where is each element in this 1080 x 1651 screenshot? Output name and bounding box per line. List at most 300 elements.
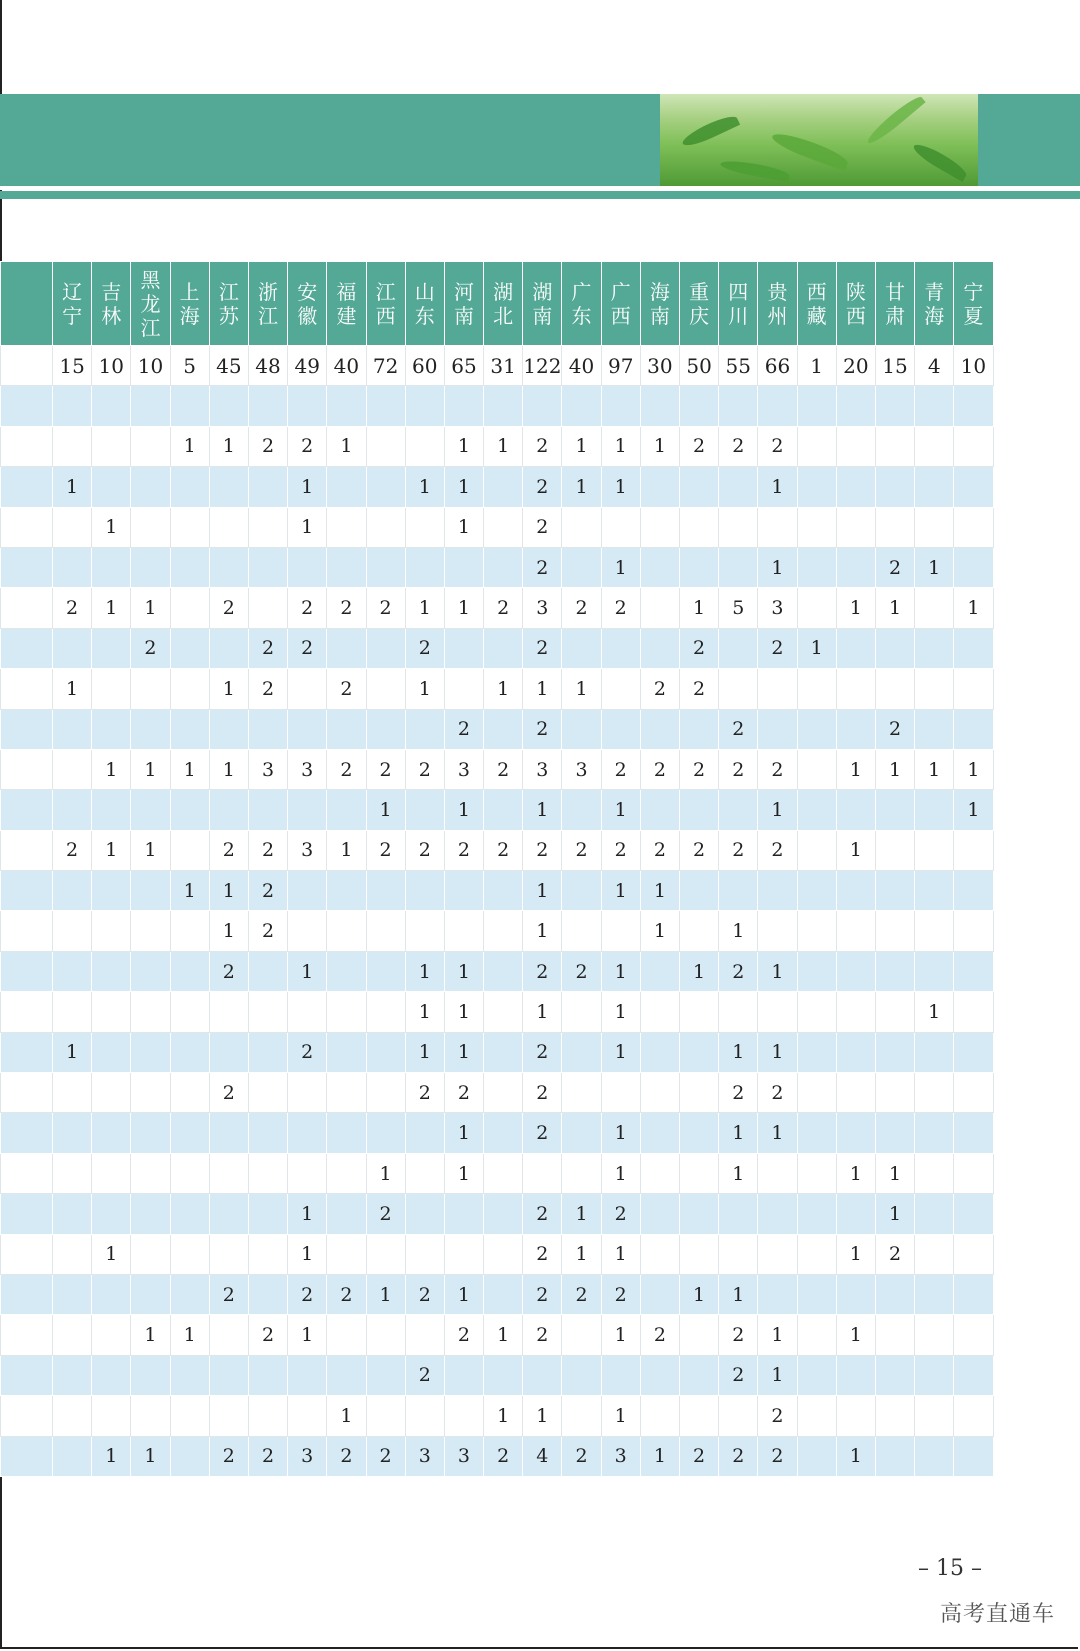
count-cell: 1 [680, 588, 719, 628]
count-cell [366, 992, 405, 1032]
count-cell: 2 [601, 1274, 640, 1314]
count-cell [954, 426, 993, 466]
count-cell [209, 1032, 248, 1072]
count-cell [327, 628, 366, 668]
count-cell [640, 467, 679, 507]
count-cell [954, 1274, 993, 1314]
count-cell [875, 830, 914, 870]
count-cell [523, 386, 562, 426]
count-cell [719, 669, 758, 709]
count-cell [366, 628, 405, 668]
count-cell [797, 386, 836, 426]
count-cell [484, 1113, 523, 1153]
count-cell [640, 790, 679, 830]
count-cell: 5 [719, 588, 758, 628]
count-cell [954, 467, 993, 507]
count-cell [405, 911, 444, 951]
count-cell [915, 386, 954, 426]
count-cell: 3 [288, 830, 327, 870]
count-cell [836, 386, 875, 426]
count-cell [562, 1315, 601, 1355]
province-header [797, 262, 836, 346]
count-cell [836, 709, 875, 749]
count-cell: 2 [523, 1032, 562, 1072]
count-cell [562, 1153, 601, 1193]
count-cell [405, 1315, 444, 1355]
count-cell: 1 [523, 790, 562, 830]
count-cell [405, 1153, 444, 1193]
count-cell: 2 [248, 911, 287, 951]
province-count-table [0, 261, 994, 1477]
count-cell: 1 [92, 507, 131, 547]
row-label-cell [1, 1153, 53, 1193]
count-cell [405, 790, 444, 830]
count-cell [170, 830, 209, 870]
count-cell: 2 [248, 426, 287, 466]
count-cell [366, 467, 405, 507]
count-cell [209, 992, 248, 1032]
row-label-cell [1, 992, 53, 1032]
count-cell: 2 [758, 1396, 797, 1436]
province-header [53, 262, 92, 346]
count-cell: 1 [875, 1194, 914, 1234]
count-cell [680, 1194, 719, 1234]
count-cell [954, 1436, 993, 1476]
count-cell [640, 992, 679, 1032]
count-cell [954, 1396, 993, 1436]
count-cell [248, 1194, 287, 1234]
count-cell: 2 [523, 1194, 562, 1234]
count-cell: 2 [719, 749, 758, 789]
count-cell [209, 386, 248, 426]
count-cell [405, 507, 444, 547]
count-cell: 2 [405, 830, 444, 870]
count-cell: 2 [523, 1234, 562, 1274]
count-cell: 1 [523, 669, 562, 709]
count-cell [53, 1355, 92, 1395]
count-cell [758, 709, 797, 749]
count-cell: 2 [444, 709, 483, 749]
count-cell: 1 [601, 1032, 640, 1072]
count-cell [640, 547, 679, 587]
count-cell: 1 [836, 1234, 875, 1274]
count-cell: 2 [248, 628, 287, 668]
count-cell [405, 1113, 444, 1153]
cornfield-photo [660, 94, 978, 186]
count-cell [797, 1234, 836, 1274]
count-cell [366, 1113, 405, 1153]
count-cell: 1 [719, 1274, 758, 1314]
count-cell [131, 1073, 170, 1113]
count-cell: 1 [601, 1234, 640, 1274]
count-cell: 1 [915, 547, 954, 587]
count-cell [405, 547, 444, 587]
count-cell: 1 [288, 1234, 327, 1274]
count-cell [92, 1073, 131, 1113]
count-cell [875, 951, 914, 991]
count-cell [366, 1396, 405, 1436]
count-cell: 2 [758, 830, 797, 870]
province-header [680, 262, 719, 346]
count-cell [131, 1032, 170, 1072]
province-label: 辽宁 [62, 279, 83, 328]
count-cell [327, 1355, 366, 1395]
count-cell [719, 790, 758, 830]
count-cell [484, 386, 523, 426]
count-cell: 1 [366, 790, 405, 830]
count-cell: 72 [366, 346, 405, 386]
count-cell [875, 992, 914, 1032]
count-cell [797, 951, 836, 991]
row-label-cell [1, 1113, 53, 1153]
count-cell: 1 [131, 830, 170, 870]
count-cell [836, 1113, 875, 1153]
count-cell: 122 [523, 346, 562, 386]
row-label-cell [1, 1436, 53, 1476]
count-cell [170, 1153, 209, 1193]
count-cell [954, 1113, 993, 1153]
count-cell [719, 1194, 758, 1234]
count-cell: 1 [405, 467, 444, 507]
count-cell: 15 [875, 346, 914, 386]
count-cell: 2 [484, 830, 523, 870]
count-cell [405, 1234, 444, 1274]
count-cell [562, 507, 601, 547]
count-cell: 2 [366, 830, 405, 870]
count-cell [758, 1234, 797, 1274]
count-cell [248, 386, 287, 426]
count-cell: 2 [640, 749, 679, 789]
count-cell: 1 [601, 951, 640, 991]
row-label-cell [1, 1315, 53, 1355]
count-cell: 1 [601, 467, 640, 507]
header-corner-cell [1, 262, 53, 346]
count-cell: 2 [288, 426, 327, 466]
count-cell [170, 588, 209, 628]
count-cell [680, 547, 719, 587]
table-row [1, 1315, 994, 1355]
count-cell: 1 [680, 951, 719, 991]
count-cell: 2 [758, 1436, 797, 1476]
count-cell [836, 992, 875, 1032]
row-label-cell [1, 709, 53, 749]
count-cell [288, 669, 327, 709]
count-cell [915, 426, 954, 466]
count-cell [915, 871, 954, 911]
count-cell: 2 [601, 1194, 640, 1234]
count-cell [405, 386, 444, 426]
count-cell: 1 [288, 507, 327, 547]
count-cell [640, 1073, 679, 1113]
count-cell [92, 951, 131, 991]
table-row [1, 547, 994, 587]
count-cell [562, 1113, 601, 1153]
count-cell: 1 [405, 992, 444, 1032]
row-label-cell [1, 547, 53, 587]
count-cell [875, 669, 914, 709]
province-header [484, 262, 523, 346]
count-cell [92, 1315, 131, 1355]
count-cell [836, 547, 875, 587]
count-cell: 1 [758, 1355, 797, 1395]
count-cell [248, 507, 287, 547]
count-cell [131, 1274, 170, 1314]
count-cell: 2 [758, 426, 797, 466]
count-cell: 2 [523, 1113, 562, 1153]
count-cell [640, 1194, 679, 1234]
count-cell: 2 [523, 1274, 562, 1314]
count-cell: 1 [875, 749, 914, 789]
count-cell: 1 [131, 588, 170, 628]
count-cell [131, 790, 170, 830]
count-cell [327, 547, 366, 587]
count-cell [366, 951, 405, 991]
count-cell [797, 588, 836, 628]
count-cell [758, 1274, 797, 1314]
count-cell [719, 467, 758, 507]
count-cell [915, 1113, 954, 1153]
count-cell [836, 628, 875, 668]
count-cell [915, 1315, 954, 1355]
count-cell: 3 [444, 1436, 483, 1476]
count-cell [444, 871, 483, 911]
province-header [601, 262, 640, 346]
count-cell: 1 [954, 588, 993, 628]
province-label: 安徽 [297, 279, 318, 328]
count-cell: 10 [131, 346, 170, 386]
count-cell [170, 386, 209, 426]
province-header [405, 262, 444, 346]
table-row [1, 669, 994, 709]
count-cell: 1 [719, 1153, 758, 1193]
count-cell [680, 1315, 719, 1355]
count-cell [915, 669, 954, 709]
count-cell: 2 [758, 1073, 797, 1113]
count-cell [327, 467, 366, 507]
count-cell [680, 709, 719, 749]
count-cell: 1 [405, 951, 444, 991]
count-cell: 2 [288, 628, 327, 668]
count-cell [797, 911, 836, 951]
count-cell: 1 [92, 830, 131, 870]
count-cell [327, 1073, 366, 1113]
count-cell [288, 1355, 327, 1395]
province-label: 浙江 [258, 279, 279, 328]
count-cell: 1 [836, 588, 875, 628]
province-header [366, 262, 405, 346]
count-cell: 4 [523, 1436, 562, 1476]
count-cell [53, 992, 92, 1032]
count-cell [327, 992, 366, 1032]
count-cell [484, 1073, 523, 1113]
count-cell [601, 386, 640, 426]
table-row [1, 1274, 994, 1314]
row-label-cell [1, 749, 53, 789]
count-cell: 1 [288, 1315, 327, 1355]
table-row [1, 1032, 994, 1072]
province-label: 四川 [728, 279, 749, 328]
count-cell [131, 992, 170, 1032]
count-cell [523, 1153, 562, 1193]
count-cell [92, 709, 131, 749]
count-cell [484, 628, 523, 668]
count-cell [53, 628, 92, 668]
count-cell: 1 [209, 749, 248, 789]
count-cell: 2 [640, 830, 679, 870]
count-cell [248, 709, 287, 749]
table-row [1, 507, 994, 547]
count-cell [248, 1032, 287, 1072]
count-cell [92, 790, 131, 830]
province-header [836, 262, 875, 346]
count-cell [170, 911, 209, 951]
count-cell: 97 [601, 346, 640, 386]
count-cell: 1 [836, 830, 875, 870]
count-cell [562, 871, 601, 911]
count-cell: 1 [209, 871, 248, 911]
count-cell [53, 951, 92, 991]
totals-row [1, 346, 994, 386]
count-cell: 1 [797, 346, 836, 386]
count-cell [327, 507, 366, 547]
count-cell [915, 709, 954, 749]
count-cell [53, 1234, 92, 1274]
count-cell [601, 628, 640, 668]
count-cell: 2 [209, 951, 248, 991]
province-label: 河南 [453, 279, 474, 328]
header-rule-green [0, 191, 1080, 199]
table-row [1, 830, 994, 870]
count-cell: 1 [758, 547, 797, 587]
count-cell: 1 [444, 951, 483, 991]
count-cell [836, 911, 875, 951]
table-row [1, 1355, 994, 1395]
count-cell [170, 790, 209, 830]
count-cell [405, 871, 444, 911]
count-cell [484, 709, 523, 749]
count-cell: 1 [131, 1315, 170, 1355]
count-cell [53, 386, 92, 426]
count-cell [366, 547, 405, 587]
count-cell [92, 992, 131, 1032]
count-cell: 2 [601, 830, 640, 870]
count-cell [327, 1153, 366, 1193]
count-cell [209, 1153, 248, 1193]
count-cell: 1 [444, 1153, 483, 1193]
row-label-cell [1, 588, 53, 628]
count-cell: 2 [719, 1073, 758, 1113]
count-cell [915, 467, 954, 507]
count-cell [758, 992, 797, 1032]
count-cell: 1 [523, 871, 562, 911]
count-cell [484, 1153, 523, 1193]
count-cell [248, 467, 287, 507]
count-cell [248, 1073, 287, 1113]
count-cell [131, 669, 170, 709]
count-cell [405, 426, 444, 466]
count-cell: 2 [680, 830, 719, 870]
count-cell [915, 830, 954, 870]
count-cell [444, 547, 483, 587]
count-cell [875, 1073, 914, 1113]
count-cell [875, 467, 914, 507]
count-cell [719, 507, 758, 547]
count-cell: 2 [523, 467, 562, 507]
count-cell [680, 1153, 719, 1193]
province-label: 青海 [924, 279, 945, 328]
count-cell [444, 1194, 483, 1234]
count-cell: 2 [523, 547, 562, 587]
count-cell [484, 467, 523, 507]
province-header [915, 262, 954, 346]
count-cell [562, 1355, 601, 1395]
count-cell: 2 [680, 628, 719, 668]
count-cell: 10 [954, 346, 993, 386]
count-cell [797, 1113, 836, 1153]
count-cell: 1 [444, 588, 483, 628]
count-cell: 2 [248, 871, 287, 911]
count-cell [797, 1194, 836, 1234]
count-cell [954, 1234, 993, 1274]
count-cell: 1 [484, 1315, 523, 1355]
count-cell [444, 628, 483, 668]
province-label: 宁夏 [963, 279, 984, 328]
count-cell [131, 547, 170, 587]
count-cell [719, 386, 758, 426]
count-cell [288, 386, 327, 426]
count-cell [680, 1396, 719, 1436]
count-cell [875, 1032, 914, 1072]
count-cell [640, 1234, 679, 1274]
count-cell [92, 1396, 131, 1436]
row-label-cell [1, 386, 53, 426]
count-cell [601, 1073, 640, 1113]
count-cell: 65 [444, 346, 483, 386]
count-cell: 1 [562, 426, 601, 466]
count-cell: 1 [131, 749, 170, 789]
count-cell [327, 911, 366, 951]
count-cell [327, 1194, 366, 1234]
count-cell [131, 709, 170, 749]
province-label: 湖北 [493, 279, 514, 328]
count-cell: 1 [327, 1396, 366, 1436]
count-cell: 1 [601, 1153, 640, 1193]
count-cell: 1 [562, 669, 601, 709]
count-cell [209, 628, 248, 668]
count-cell: 1 [719, 911, 758, 951]
count-cell [797, 1355, 836, 1395]
count-cell: 3 [248, 749, 287, 789]
count-cell [248, 951, 287, 991]
count-cell [170, 709, 209, 749]
count-cell: 2 [719, 1355, 758, 1395]
count-cell: 1 [484, 426, 523, 466]
count-cell: 2 [680, 749, 719, 789]
count-cell [915, 1274, 954, 1314]
count-cell [954, 669, 993, 709]
count-cell: 1 [523, 911, 562, 951]
count-cell [248, 1113, 287, 1153]
province-header [209, 262, 248, 346]
count-cell [53, 709, 92, 749]
count-cell [209, 709, 248, 749]
count-cell: 1 [170, 871, 209, 911]
count-cell [53, 1436, 92, 1476]
count-cell [484, 1234, 523, 1274]
count-cell: 1 [209, 426, 248, 466]
count-cell: 1 [562, 467, 601, 507]
count-cell: 2 [523, 1315, 562, 1355]
